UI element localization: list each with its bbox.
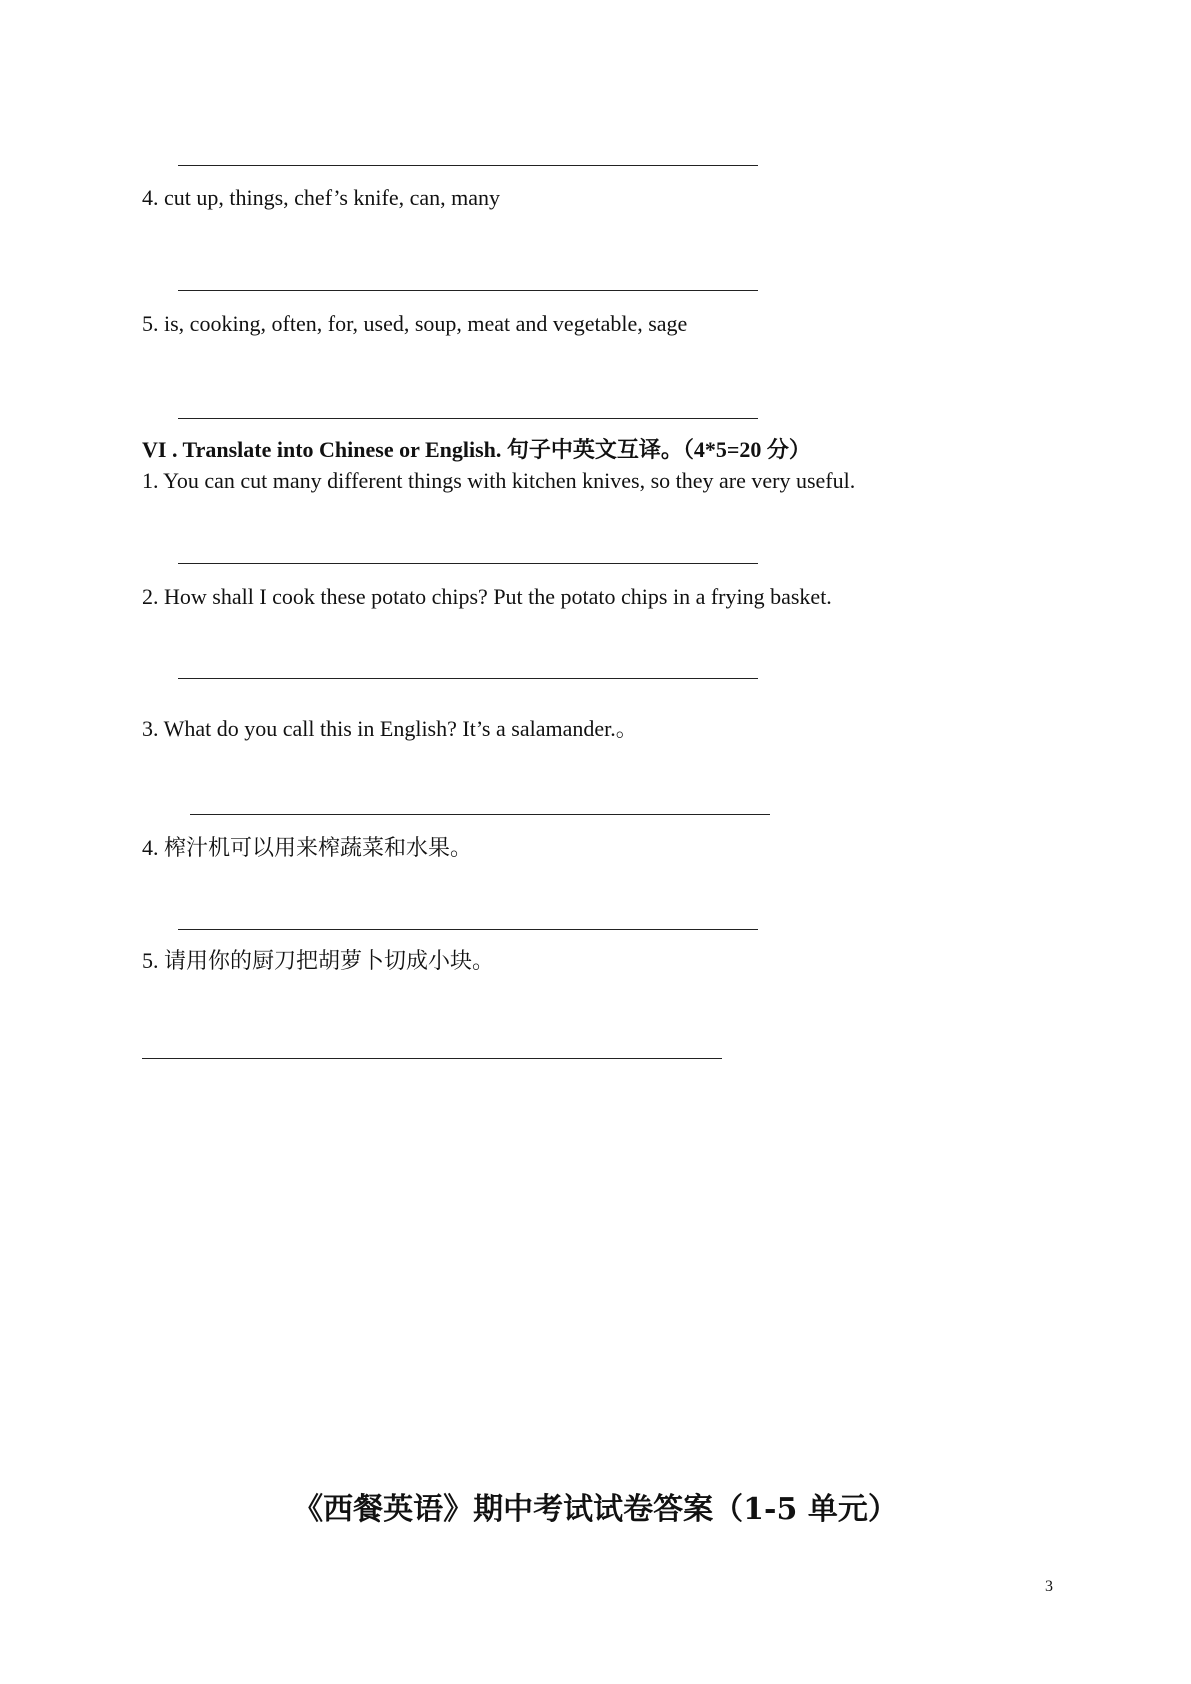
reorder-item-4: 4. cut up, things, chef’s knife, can, many [142,185,501,210]
answer-line[interactable] [178,290,758,291]
answer-key-title: 《西餐英语》期中考试试卷答案（1-5 单元） [293,1492,898,1527]
translate-item-3: 3. What do you call this in English? It’s a salamander.。 [142,716,638,741]
answer-line[interactable] [142,1058,722,1059]
reorder-item-5: 5. is, cooking, often, for, used, soup, meat and vegetable, sage [142,311,688,336]
section-heading-translate: VI . Translate into Chinese or English. 句子中英文互译。（4*5=20 分） [142,437,811,462]
translate-item-2: 2. How shall I cook these potato chips? Put the potato chips in a frying basket. [142,584,832,609]
translate-item-5: 5. 请用你的厨刀把胡萝卜切成小块。 [142,948,495,973]
page-number: 3 [1045,1578,1053,1595]
translate-item-4: 4. 榨汁机可以用来榨蔬菜和水果。 [142,835,473,860]
answer-line[interactable] [178,418,758,419]
translate-item-1: 1. You can cut many different things with kitchen knives, so they are very useful. [142,468,856,493]
answer-line[interactable] [190,814,770,815]
answer-line[interactable] [178,563,758,564]
answer-line[interactable] [178,678,758,679]
answer-line[interactable] [178,929,758,930]
answer-line[interactable] [178,165,758,166]
